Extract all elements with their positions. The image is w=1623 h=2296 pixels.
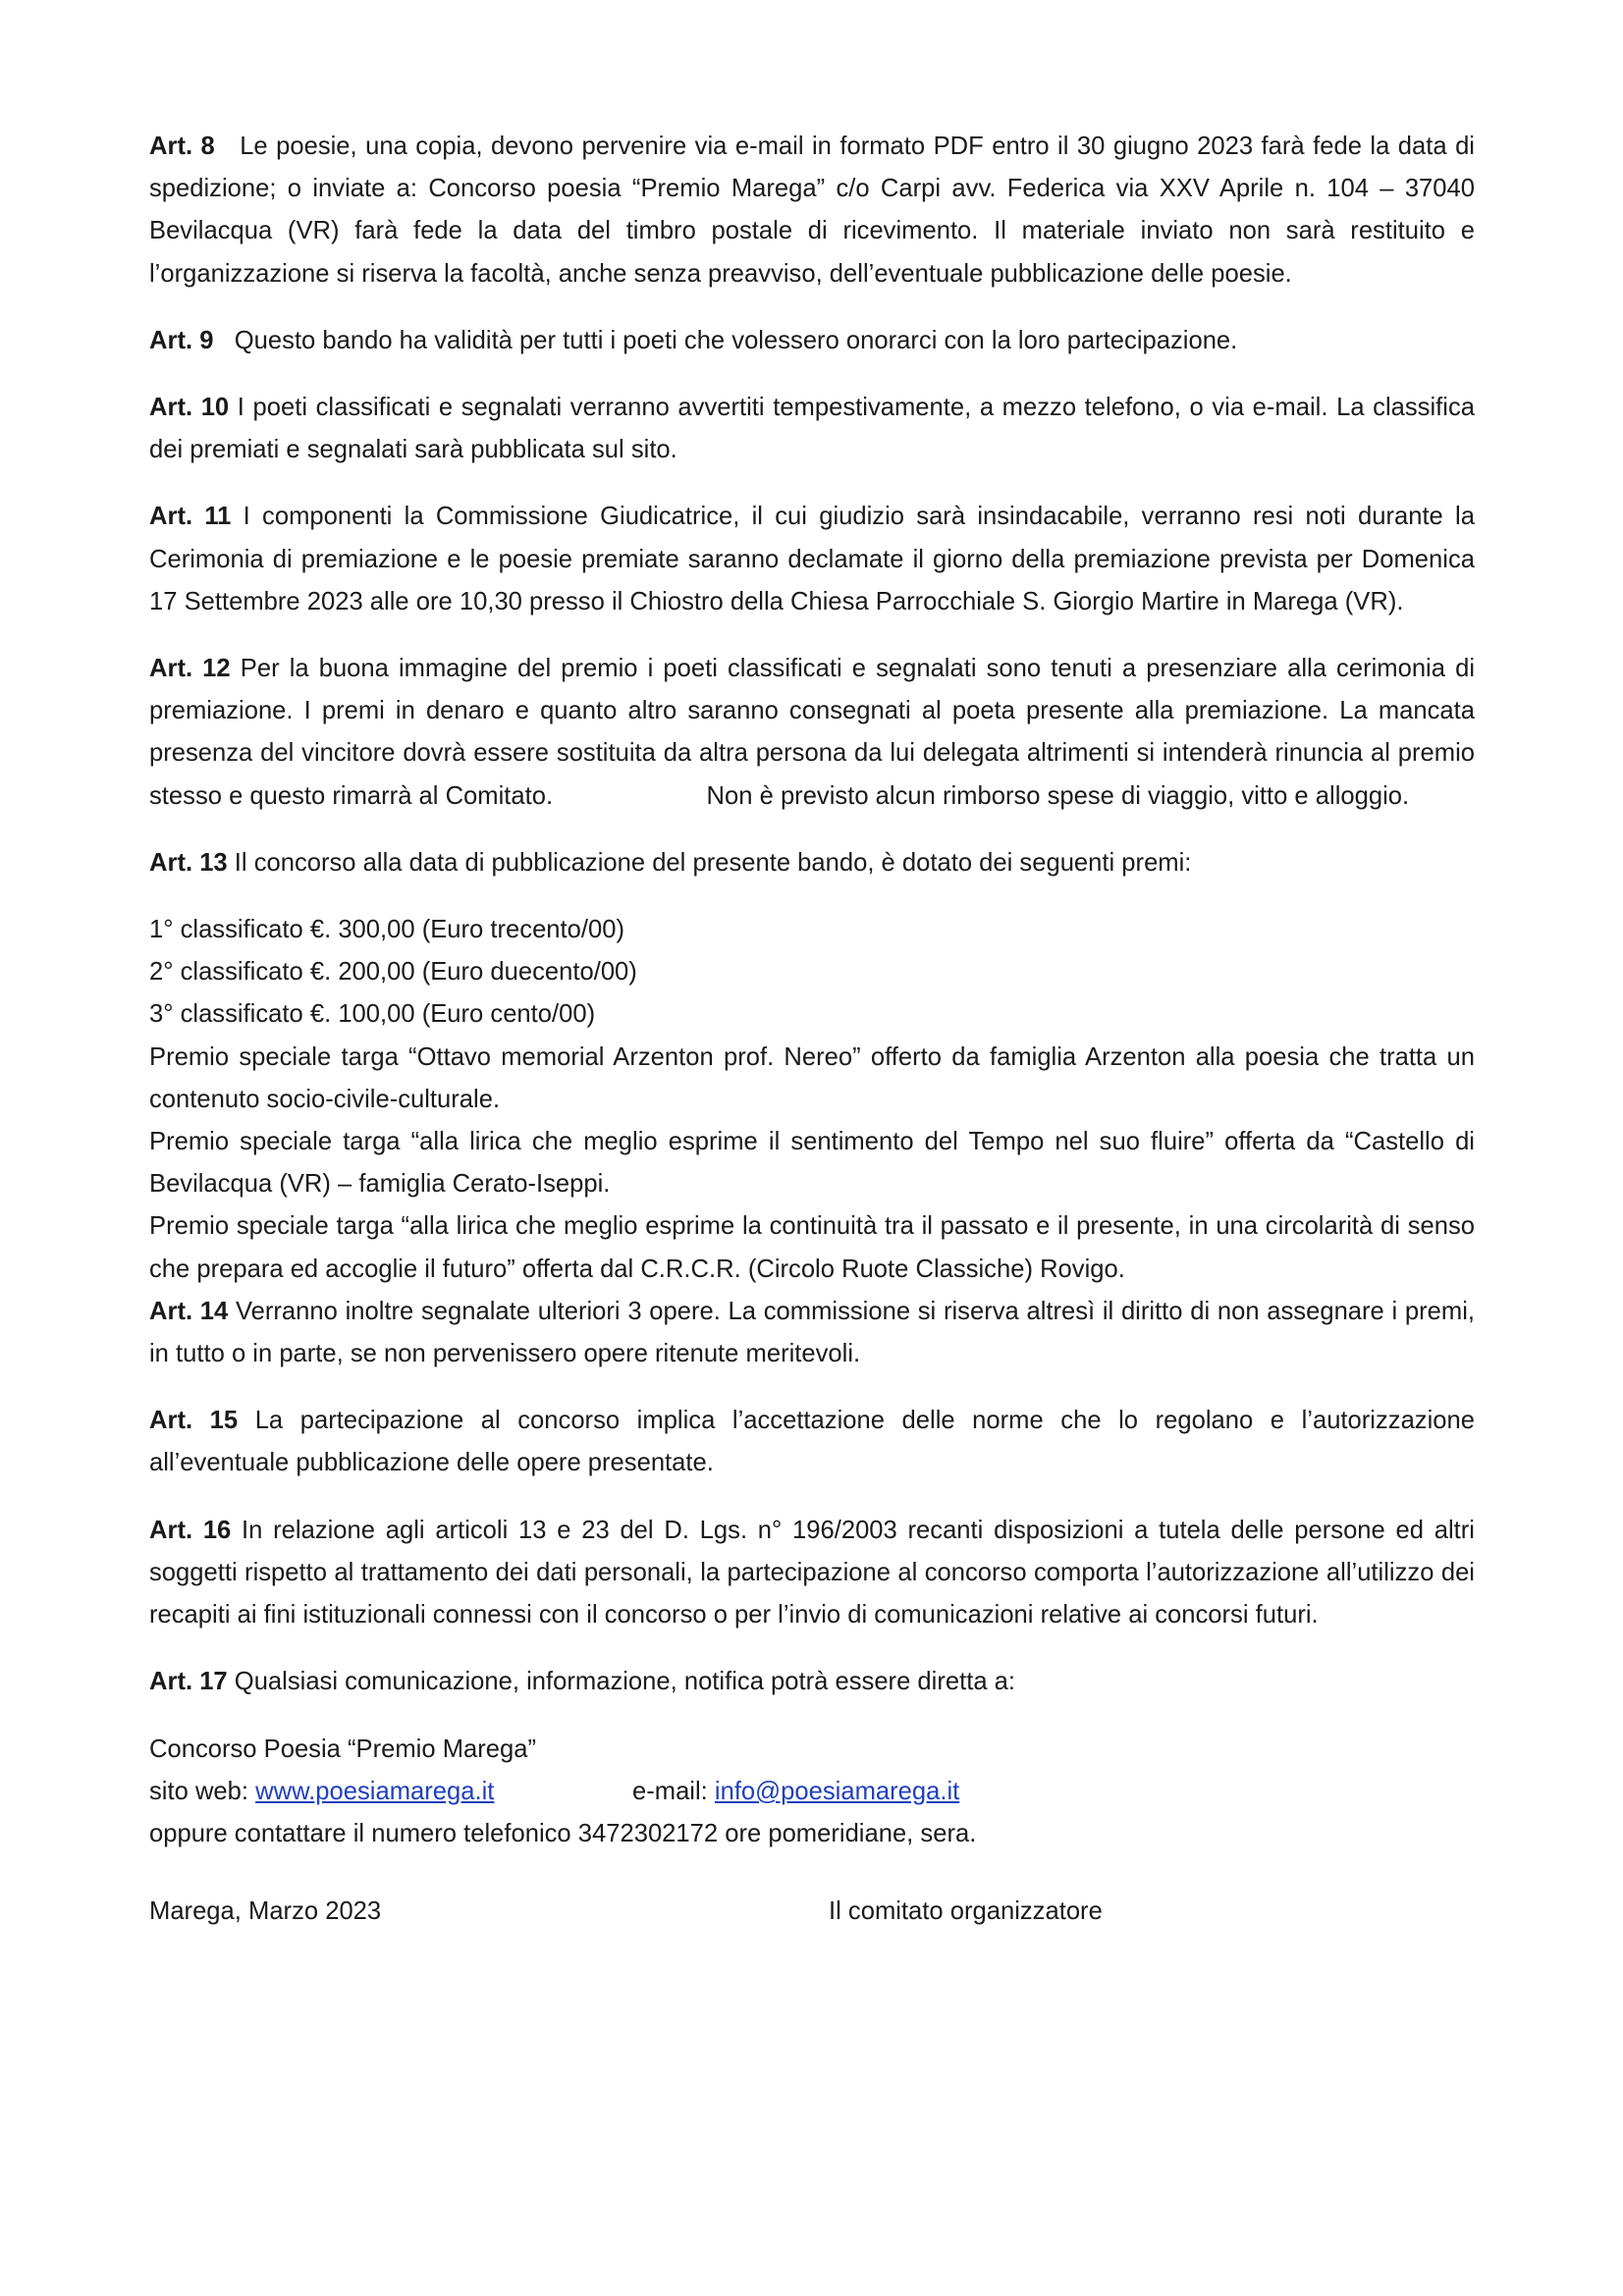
website-link[interactable]: www.poesiamarega.it <box>255 1777 495 1805</box>
prize-item: 1° classificato €. 300,00 (Euro trecento/00) <box>149 916 624 944</box>
contact-name: Concorso Poesia “Premio Marega” <box>149 1735 537 1763</box>
website-label: sito web: <box>149 1777 256 1805</box>
email-label: e-mail: <box>632 1777 715 1805</box>
special-prize: Premio speciale targa “alla lirica che meglio esprime il sentimento del Tempo nel suo fluire” offerta da “Castello di Bevilacqua (VR) – famiglia Cerato-Iseppi. <box>149 1128 1475 1199</box>
article-text: Per la buona immagine del premio i poeti classificati e segnalati sono tenuti a presenziare alla cerimonia di premiazione. I premi in denaro e quanto altro saranno consegnati al poeta presente alla premiazione. La mancata presenza del vincitore dovrà essere sostituita da altra persona da lui delegata altrimenti si intenderà rinuncia al premio stesso e questo rimarrà al Comitato. <box>149 655 1476 810</box>
article-15 <box>149 1400 1475 1484</box>
article-label: Art. 14 <box>149 1297 229 1325</box>
website-contact <box>149 1771 494 1813</box>
phone-contact: oppure contattare il numero telefonico 3472302172 ore pomeridiane, sera. <box>149 1819 977 1847</box>
article-label: Art. 15 <box>149 1407 239 1435</box>
contact-block <box>149 1729 1475 1856</box>
article-label: Art. 12 <box>149 655 231 683</box>
article-label: Art. 8 <box>149 133 215 160</box>
prize-list <box>149 909 1475 1291</box>
committee-signature: Il comitato organizzatore <box>829 1897 1103 1926</box>
article-10 <box>149 387 1475 471</box>
article-17 <box>149 1661 1475 1703</box>
article-text: La partecipazione al concorso implica l’accettazione delle norme che lo regolano e l’autorizzazione all’eventuale pubblicazione delle opere presentate. <box>149 1407 1475 1477</box>
article-text: Il concorso alla data di pubblicazione del presente bando, è dotato dei seguenti premi: <box>234 848 1192 877</box>
article-text-note: Non è previsto alcun rimborso spese di viaggio, vitto e alloggio. <box>706 781 1410 810</box>
special-prize: Premio speciale targa “alla lirica che meglio esprime la continuità tra il passato e il presente, in una circolarità di senso che prepara ed accoglie il futuro” offerta dal C.R.C.R. (Circolo Ruote Classiche) Rovigo. <box>149 1212 1475 1283</box>
document-page <box>149 126 1475 1934</box>
article-14 <box>149 1291 1475 1375</box>
article-text: Le poesie, una copia, devono pervenire via e-mail in formato PDF entro il 30 giugno 2023 farà fede la data di spedizione; o inviate a: Concorso poesia “Premio Marega” c/o Carpi avv. Federica via XXV Aprile n. 104 – 37040 Bevilacqua (VR) farà fede la data del timbro postale di ricevimento. Il materiale inviato non sarà restituito e l’organizzazione si riserva la facoltà, anche senza preavviso, dell’eventuale pubblicazione delle poesie. <box>149 133 1475 288</box>
article-9 <box>149 320 1475 362</box>
article-11 <box>149 496 1475 623</box>
place-date: Marega, Marzo 2023 <box>149 1897 382 1926</box>
email-link[interactable]: info@poesiamarega.it <box>714 1777 960 1805</box>
article-label: Art. 9 <box>149 326 214 354</box>
article-label: Art. 16 <box>149 1516 232 1544</box>
article-13 <box>149 842 1475 884</box>
article-8 <box>149 126 1475 295</box>
article-label: Art. 10 <box>149 394 230 422</box>
signature-row <box>149 1891 1475 1934</box>
email-contact <box>632 1771 959 1813</box>
article-text: I componenti la Commissione Giudicatrice, il cui giudizio sarà insindacabile, verranno resi noti durante la Cerimonia di premiazione e le poesie premiate saranno declamate il giorno della premiazione prevista per Domenica 17 Settembre 2023 alle ore 10,30 presso il Chiostro della Chiesa Parrocchiale S. Giorgio Martire in Marega (VR). <box>149 503 1475 615</box>
prize-item: 3° classificato €. 100,00 (Euro cento/00) <box>149 1000 596 1029</box>
contact-links-row <box>149 1771 1475 1813</box>
article-text: Verranno inoltre segnalate ulteriori 3 opere. La commissione si riserva altresì il diritto di non assegnare i premi, in tutto o in parte, se non pervenissero opere ritenute meritevoli. <box>149 1297 1476 1368</box>
special-prize: Premio speciale targa “Ottavo memorial Arzenton prof. Nereo” offerto da famiglia Arzenton alla poesia che tratta un contenuto socio-civile-culturale. <box>149 1042 1475 1113</box>
article-text: I poeti classificati e segnalati verranno avvertiti tempestivamente, a mezzo telefono, o via e-mail. La classifica dei premiati e segnalati sarà pubblicata sul sito. <box>149 394 1475 464</box>
article-text: Qualsiasi comunicazione, informazione, notifica potrà essere diretta a: <box>234 1668 1016 1696</box>
article-label: Art. 17 <box>149 1668 228 1696</box>
article-12 <box>149 648 1475 818</box>
article-text: Questo bando ha validità per tutti i poeti che volessero onorarci con la loro partecipazione. <box>234 326 1238 354</box>
prize-item: 2° classificato €. 200,00 (Euro duecento/00) <box>149 958 637 987</box>
article-16 <box>149 1510 1475 1637</box>
article-text: In relazione agli articoli 13 e 23 del D. Lgs. n° 196/2003 recanti disposizioni a tutela delle persone ed altri soggetti rispetto al trattamento dei dati personali, la partecipazione al concorso comporta l’autorizzazione all’utilizzo dei recapiti ai fini istituzionali connessi con il concorso o per l’invio di comunicazioni relative ai concorsi futuri. <box>149 1516 1475 1629</box>
article-label: Art. 11 <box>149 503 232 531</box>
article-label: Art. 13 <box>149 848 228 877</box>
